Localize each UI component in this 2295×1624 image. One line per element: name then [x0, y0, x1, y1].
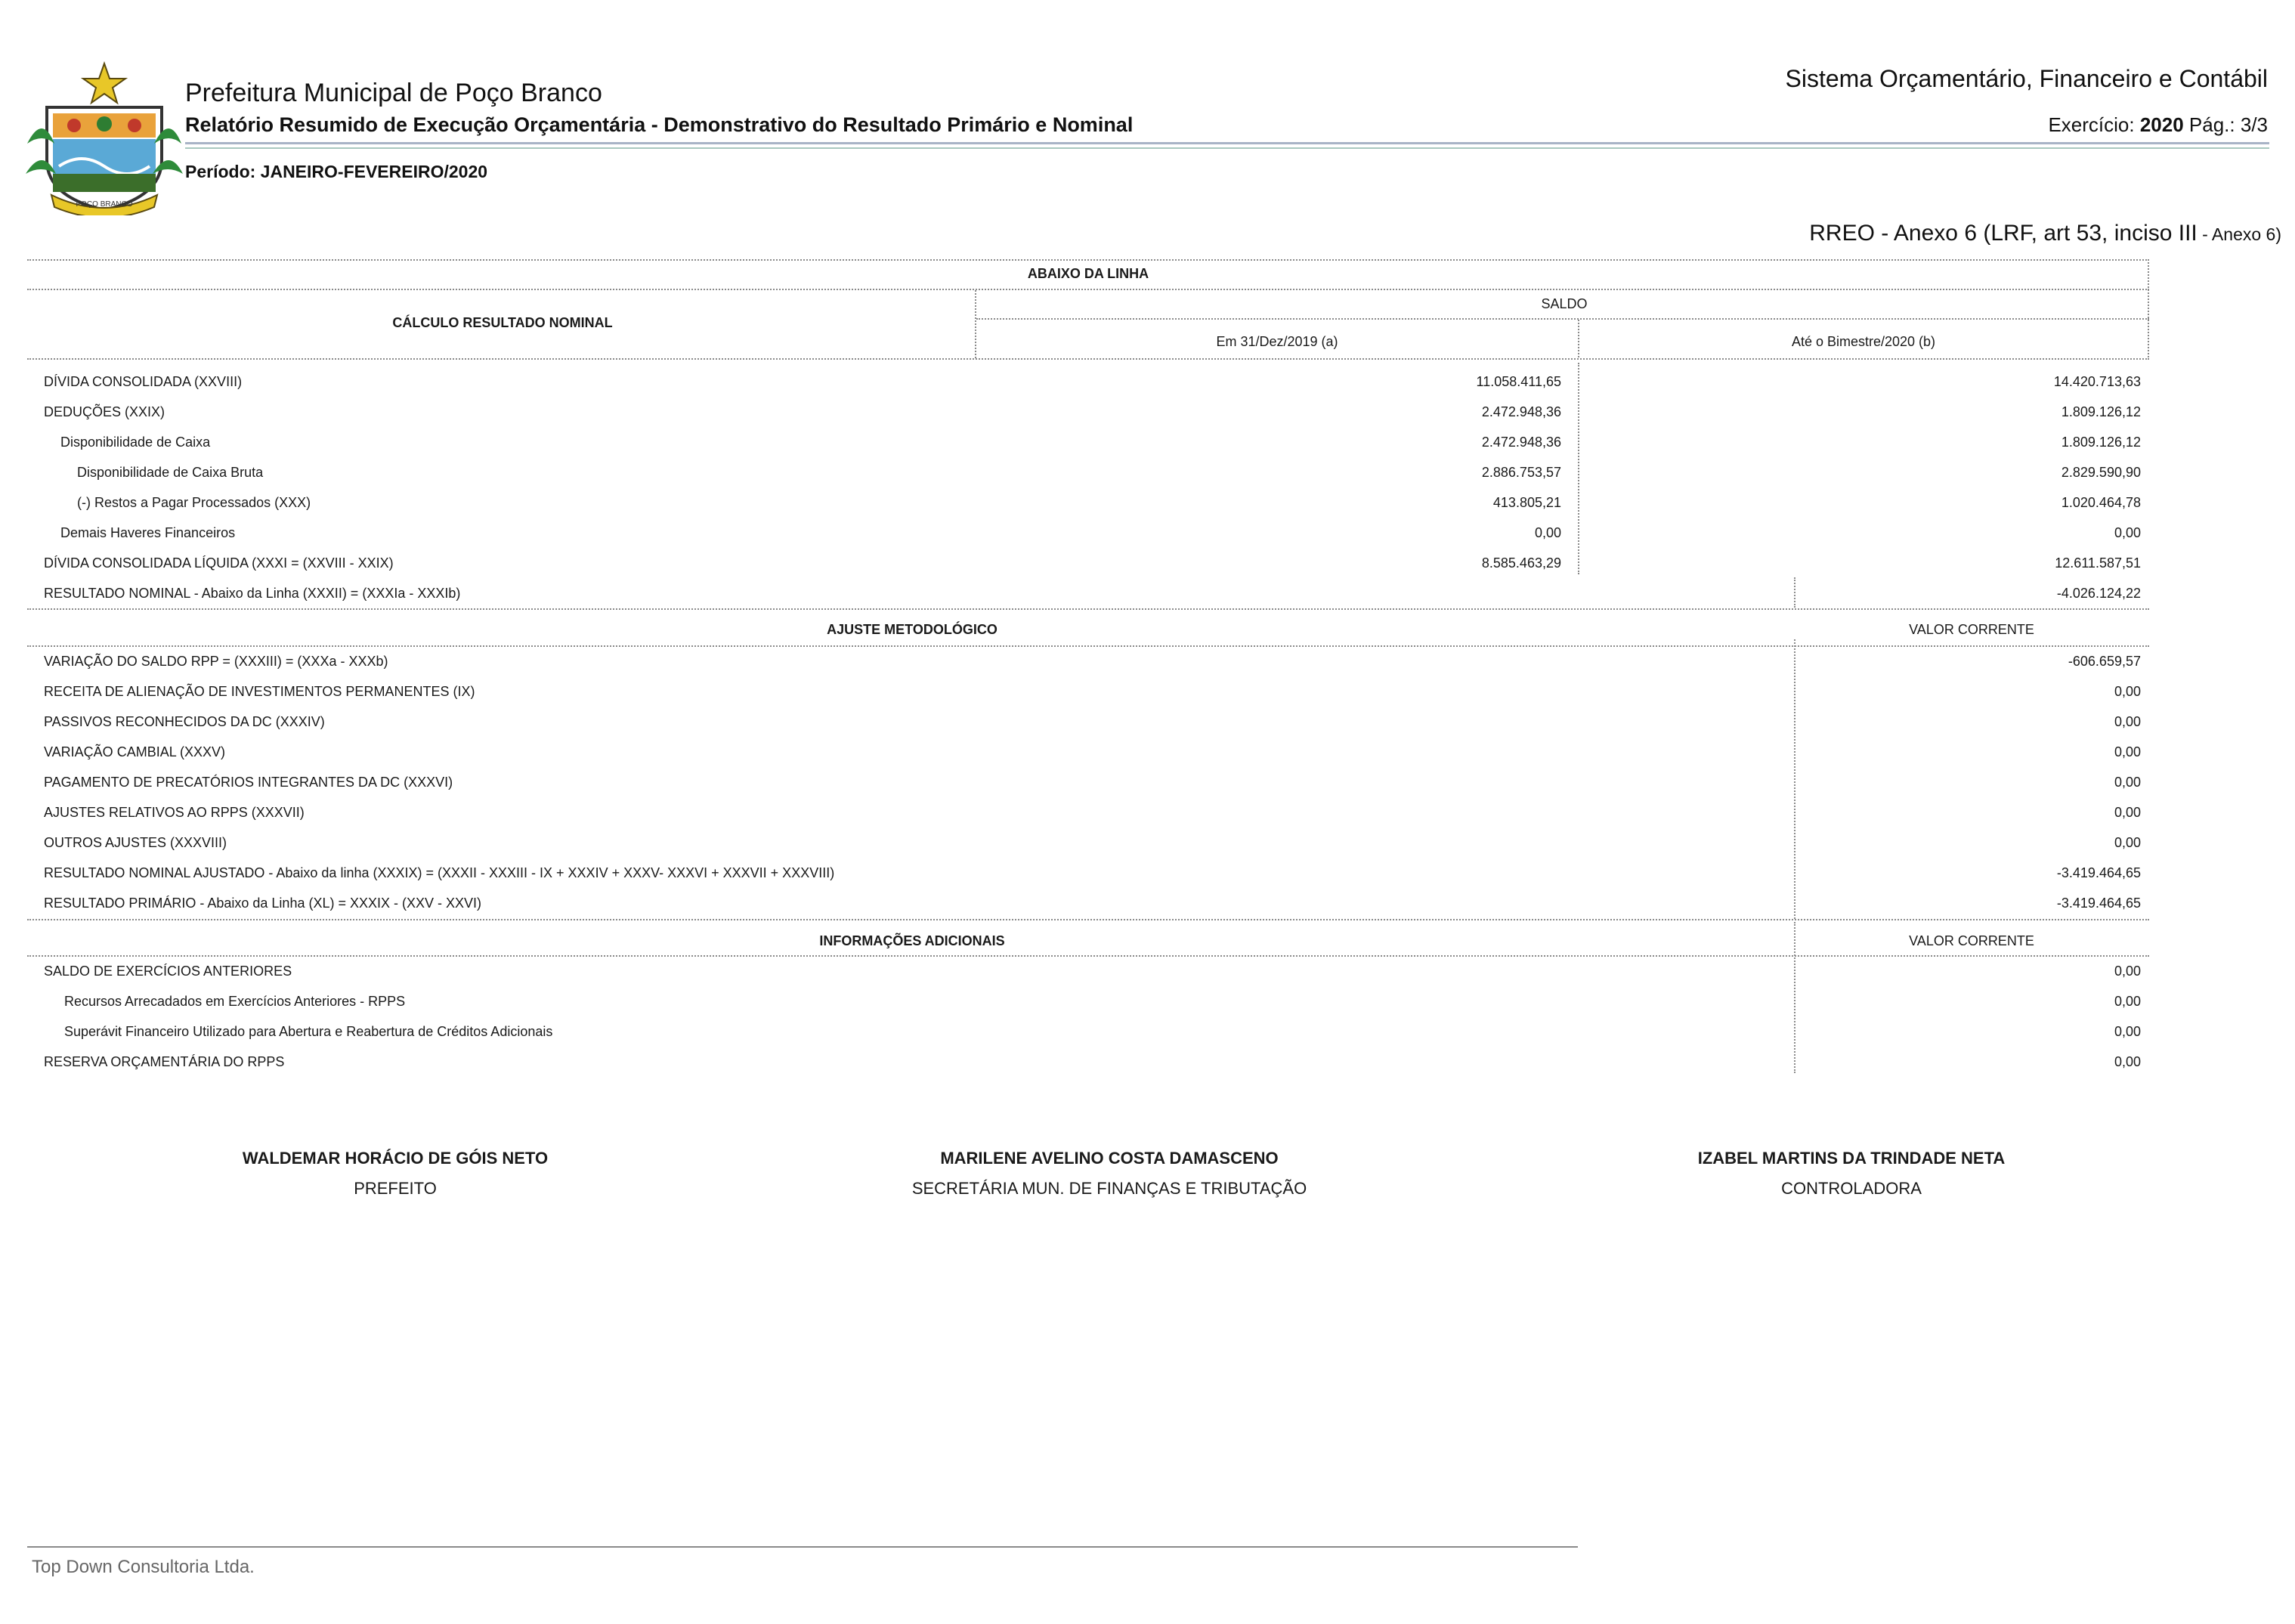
row-label: VARIAÇÃO DO SALDO RPP = (XXXIII) = (XXXa - XXXb) [44, 654, 388, 669]
table-line [976, 318, 2149, 320]
row-value: 0,00 [2114, 1024, 2141, 1039]
row-value: -606.659,57 [2068, 654, 2141, 669]
value-header-info: VALOR CORRENTE [1909, 933, 2034, 948]
saldo-header: SALDO [1541, 296, 1588, 311]
row-value-b: 0,00 [2114, 525, 2141, 540]
row-value: 0,00 [2114, 835, 2141, 850]
row-value: 0,00 [2114, 805, 2141, 820]
row-label: Superávit Financeiro Utilizado para Abertura e Reabertura de Créditos Adicionais [64, 1024, 553, 1039]
row-label: OUTROS AJUSTES (XXXVIII) [44, 835, 227, 850]
row-value: 0,00 [2114, 775, 2141, 790]
row-value: -3.419.464,65 [2056, 896, 2141, 911]
row-value: 0,00 [2114, 964, 2141, 979]
page-number: Pág.: 3/3 [2188, 113, 2268, 136]
row-value-b: 1.809.126,12 [2061, 404, 2141, 419]
signature-name: IZABEL MARTINS DA TRINDADE NETA [1697, 1149, 2006, 1168]
report-period: Período: JANEIRO-FEVEREIRO/2020 [185, 162, 488, 181]
row-value: 0,00 [2114, 1054, 2141, 1069]
exercise-info [2048, 113, 2268, 137]
col-header-b: Até o Bimestre/2020 (b) [1791, 334, 1936, 349]
row-value-a: 2.472.948,36 [1481, 404, 1561, 419]
row-value-a: 11.058.411,65 [1476, 374, 1561, 389]
resultado-nominal-label: RESULTADO NOMINAL - Abaixo da Linha (XXXII) = (XXXIa - XXXIb) [44, 586, 461, 601]
table-col-divider [1794, 639, 1795, 919]
section-title-abaixo-linha: ABAIXO DA LINHA [1027, 266, 1149, 281]
row-label: DÍVIDA CONSOLIDADA (XXVIII) [44, 374, 243, 389]
row-value: 0,00 [2114, 714, 2141, 729]
row-value-a: 413.805,21 [1492, 495, 1561, 510]
row-value-b: 1.809.126,12 [2061, 435, 2141, 450]
svg-text:POÇO BRANCO: POÇO BRANCO [76, 200, 133, 209]
row-value-b: 14.420.713,63 [2053, 374, 2141, 389]
table-line [27, 919, 2149, 920]
exercise-label: Exercício: [2048, 113, 2135, 136]
row-label: Demais Haveres Financeiros [60, 525, 236, 540]
row-label: AJUSTES RELATIVOS AO RPPS (XXXVII) [44, 805, 305, 820]
table-line [27, 358, 2149, 360]
row-value-a: 2.886.753,57 [1481, 465, 1561, 480]
signature-name: WALDEMAR HORÁCIO DE GÓIS NETO [242, 1149, 549, 1168]
table-col-divider [1794, 577, 1795, 608]
system-name: Sistema Orçamentário, Financeiro e Contábil [1785, 65, 2268, 92]
row-value-a: 0,00 [1534, 525, 1561, 540]
municipal-coat-of-arms-logo [21, 60, 187, 215]
col-header-a: Em 31/Dez/2019 (a) [1216, 334, 1338, 349]
footer-divider [27, 1546, 1578, 1548]
table-line [27, 955, 2149, 957]
row-label: PAGAMENTO DE PRECATÓRIOS INTEGRANTES DA DC (XXXVI) [44, 775, 453, 790]
row-value: 0,00 [2114, 684, 2141, 699]
signature-role: CONTROLADORA [1781, 1179, 1922, 1198]
row-label: PASSIVOS RECONHECIDOS DA DC (XXXIV) [44, 714, 325, 729]
row-label: SALDO DE EXERCÍCIOS ANTERIORES [44, 964, 292, 979]
row-value-a: 2.472.948,36 [1481, 435, 1561, 450]
header-divider-secondary [185, 147, 2269, 149]
value-header-ajuste: VALOR CORRENTE [1909, 622, 2034, 637]
row-label: RESERVA ORÇAMENTÁRIA DO RPPS [44, 1054, 285, 1069]
row-value-a: 8.585.463,29 [1481, 555, 1561, 571]
resultado-nominal-value: -4.026.124,22 [2056, 586, 2141, 601]
annex-reference [1809, 221, 2281, 246]
row-header-calculo: CÁLCULO RESULTADO NOMINAL [392, 315, 613, 330]
annex-main: RREO - Anexo 6 (LRF, art 53, inciso III [1809, 221, 2198, 246]
row-label: Recursos Arrecadados em Exercícios Anteriores - RPPS [64, 994, 406, 1009]
header-divider [185, 142, 2269, 144]
table-line [27, 289, 2149, 290]
row-value-b: 1.020.464,78 [2061, 495, 2141, 510]
table-col-divider [1794, 922, 1795, 1073]
section-title-info: INFORMAÇÕES ADICIONAIS [819, 933, 1005, 948]
table-border-top [27, 259, 2149, 261]
row-label: DEDUÇÕES (XXIX) [44, 404, 165, 419]
row-label: Disponibilidade de Caixa Bruta [77, 465, 264, 480]
row-label: Disponibilidade de Caixa [60, 435, 211, 450]
signature-role: SECRETÁRIA MUN. DE FINANÇAS E TRIBUTAÇÃO [911, 1179, 1307, 1198]
row-value: 0,00 [2114, 994, 2141, 1009]
annex-small: - Anexo 6) [2197, 224, 2281, 244]
section-title-ajuste: AJUSTE METODOLÓGICO [827, 622, 997, 637]
municipality-name: Prefeitura Municipal de Poço Branco [185, 79, 602, 107]
row-label: RESULTADO NOMINAL AJUSTADO - Abaixo da linha (XXXIX) = (XXXII - XXXIII - IX + XXXIV + XXXV- XXXVI + XXXVII + XXXVIII) [44, 865, 835, 880]
row-value-b: 2.829.590,90 [2061, 465, 2141, 480]
footer-company: Top Down Consultoria Ltda. [32, 1557, 255, 1577]
signature-name: MARILENE AVELINO COSTA DAMASCENO [940, 1149, 1279, 1168]
row-label: RESULTADO PRIMÁRIO - Abaixo da Linha (XL) = XXXIX - (XXV - XXVI) [44, 896, 482, 911]
row-value: 0,00 [2114, 744, 2141, 759]
signature-role: PREFEITO [354, 1179, 437, 1198]
row-value: -3.419.464,65 [2056, 865, 2141, 880]
table-line [27, 645, 2149, 647]
row-label: RECEITA DE ALIENAÇÃO DE INVESTIMENTOS PERMANENTES (IX) [44, 684, 475, 699]
table-col-divider [1578, 363, 1579, 574]
row-label: VARIAÇÃO CAMBIAL (XXXV) [44, 744, 226, 759]
row-label: (-) Restos a Pagar Processados (XXX) [77, 495, 311, 510]
table-border-right [2148, 259, 2149, 357]
report-title: Relatório Resumido de Execução Orçamentária - Demonstrativo do Resultado Primário e Nominal [185, 113, 1134, 136]
table-line [27, 608, 2149, 610]
exercise-year: 2020 [2139, 113, 2184, 136]
row-value-b: 12.611.587,51 [2055, 555, 2141, 571]
row-label: DÍVIDA CONSOLIDADA LÍQUIDA (XXXI = (XXVIII - XXIX) [44, 555, 394, 571]
